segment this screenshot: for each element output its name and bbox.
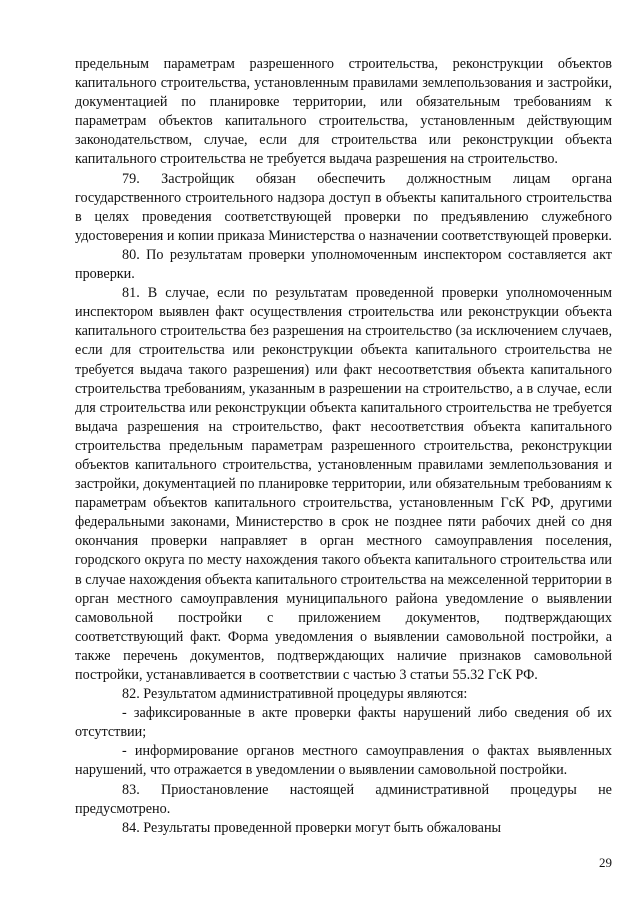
paragraph-82-list-item-2: - информирование органов местного самоуправления о фактах выявленных нарушений, что отражается в уведомлении о выявлении самовольной постройки. — [75, 743, 612, 779]
paragraph-81: 81. В случае, если по результатам проведенной проверки уполномоченным инспектором выявлен факт осуществления строительства или реконструкции объекта капитального строительства без разрешения на строительство (за исключением случаев, если для строительства или реконструкции объекта капитального строительства не требуется выдача такого разрешения) или факт несоответствия объекта капитального строительства требованиям, указанным в разрешении на строительство, а в случае, если для строительства или реконструкции объекта капитального строительства не требуется выдача разрешения на строительство, факт несоответствия объекта капитального строительства предельным параметрам разрешенного строительства, реконструкции объектов капитального строительства, установленным правилами землепользования и застройки, документацией по планировке территории, или обязательным требованиям к параметрам объектов капитального строительства, установленным ГсК РФ, другими федеральными законами, Министерство в срок не позднее пяти рабочих дней со дня окончания проверки направляет в орган местного самоуправления поселения, городского округа по месту нахождения такого объекта капитального строительства или в случае нахождения объекта капитального строительства на межселенной территории в орган местного самоуправления муниципального района уведомление о выявлении самовольной постройки с приложением документов, подтверждающих соответствующий факт. Форма уведомления о выявлении самовольной постройки, а также перечень документов, подтверждающих наличие признаков самовольной постройки, устанавливается в соответствии с частью 3 статьи 55.32 ГсК РФ. — [75, 285, 612, 683]
text-column — [75, 55, 612, 838]
paragraph-84: 84. Результаты проведенной проверки могут быть обжалованы — [122, 819, 502, 836]
paragraph-79: 79. Застройщик обязан обеспечить должностным лицам органа государственного строительного надзора доступ в объекты капитального строительства в целях проведения соответствующей проверки по предъявлению служебного удостоверения и копии приказа Министерства о назначении соответствующей проверки. — [75, 170, 612, 244]
paragraph-82: 82. Результатом административной процедуры являются: — [122, 686, 468, 703]
paragraph-83: 83. Приостановление настоящей административной процедуры не предусмотрено. — [75, 781, 612, 817]
page-number: 29 — [599, 855, 612, 870]
paragraph-82-list-item-1: - зафиксированные в акте проверки факты нарушений либо сведения об их отсутствии; — [75, 705, 612, 741]
paragraph-80: 80. По результатам проверки уполномоченным инспектором составляется акт проверки. — [75, 246, 612, 283]
paragraph-continuation: предельным параметрам разрешенного строительства, реконструкции объектов капитального строительства, установленным правилами землепользования и застройки, документацией по планировке территории, или обязательным требованиям к параметрам объектов капитального строительства, установленным действующим законодательством, случае, если для строительства или реконструкции объекта капитального строительства не требуется выдача разрешения на строительство. — [75, 56, 612, 168]
